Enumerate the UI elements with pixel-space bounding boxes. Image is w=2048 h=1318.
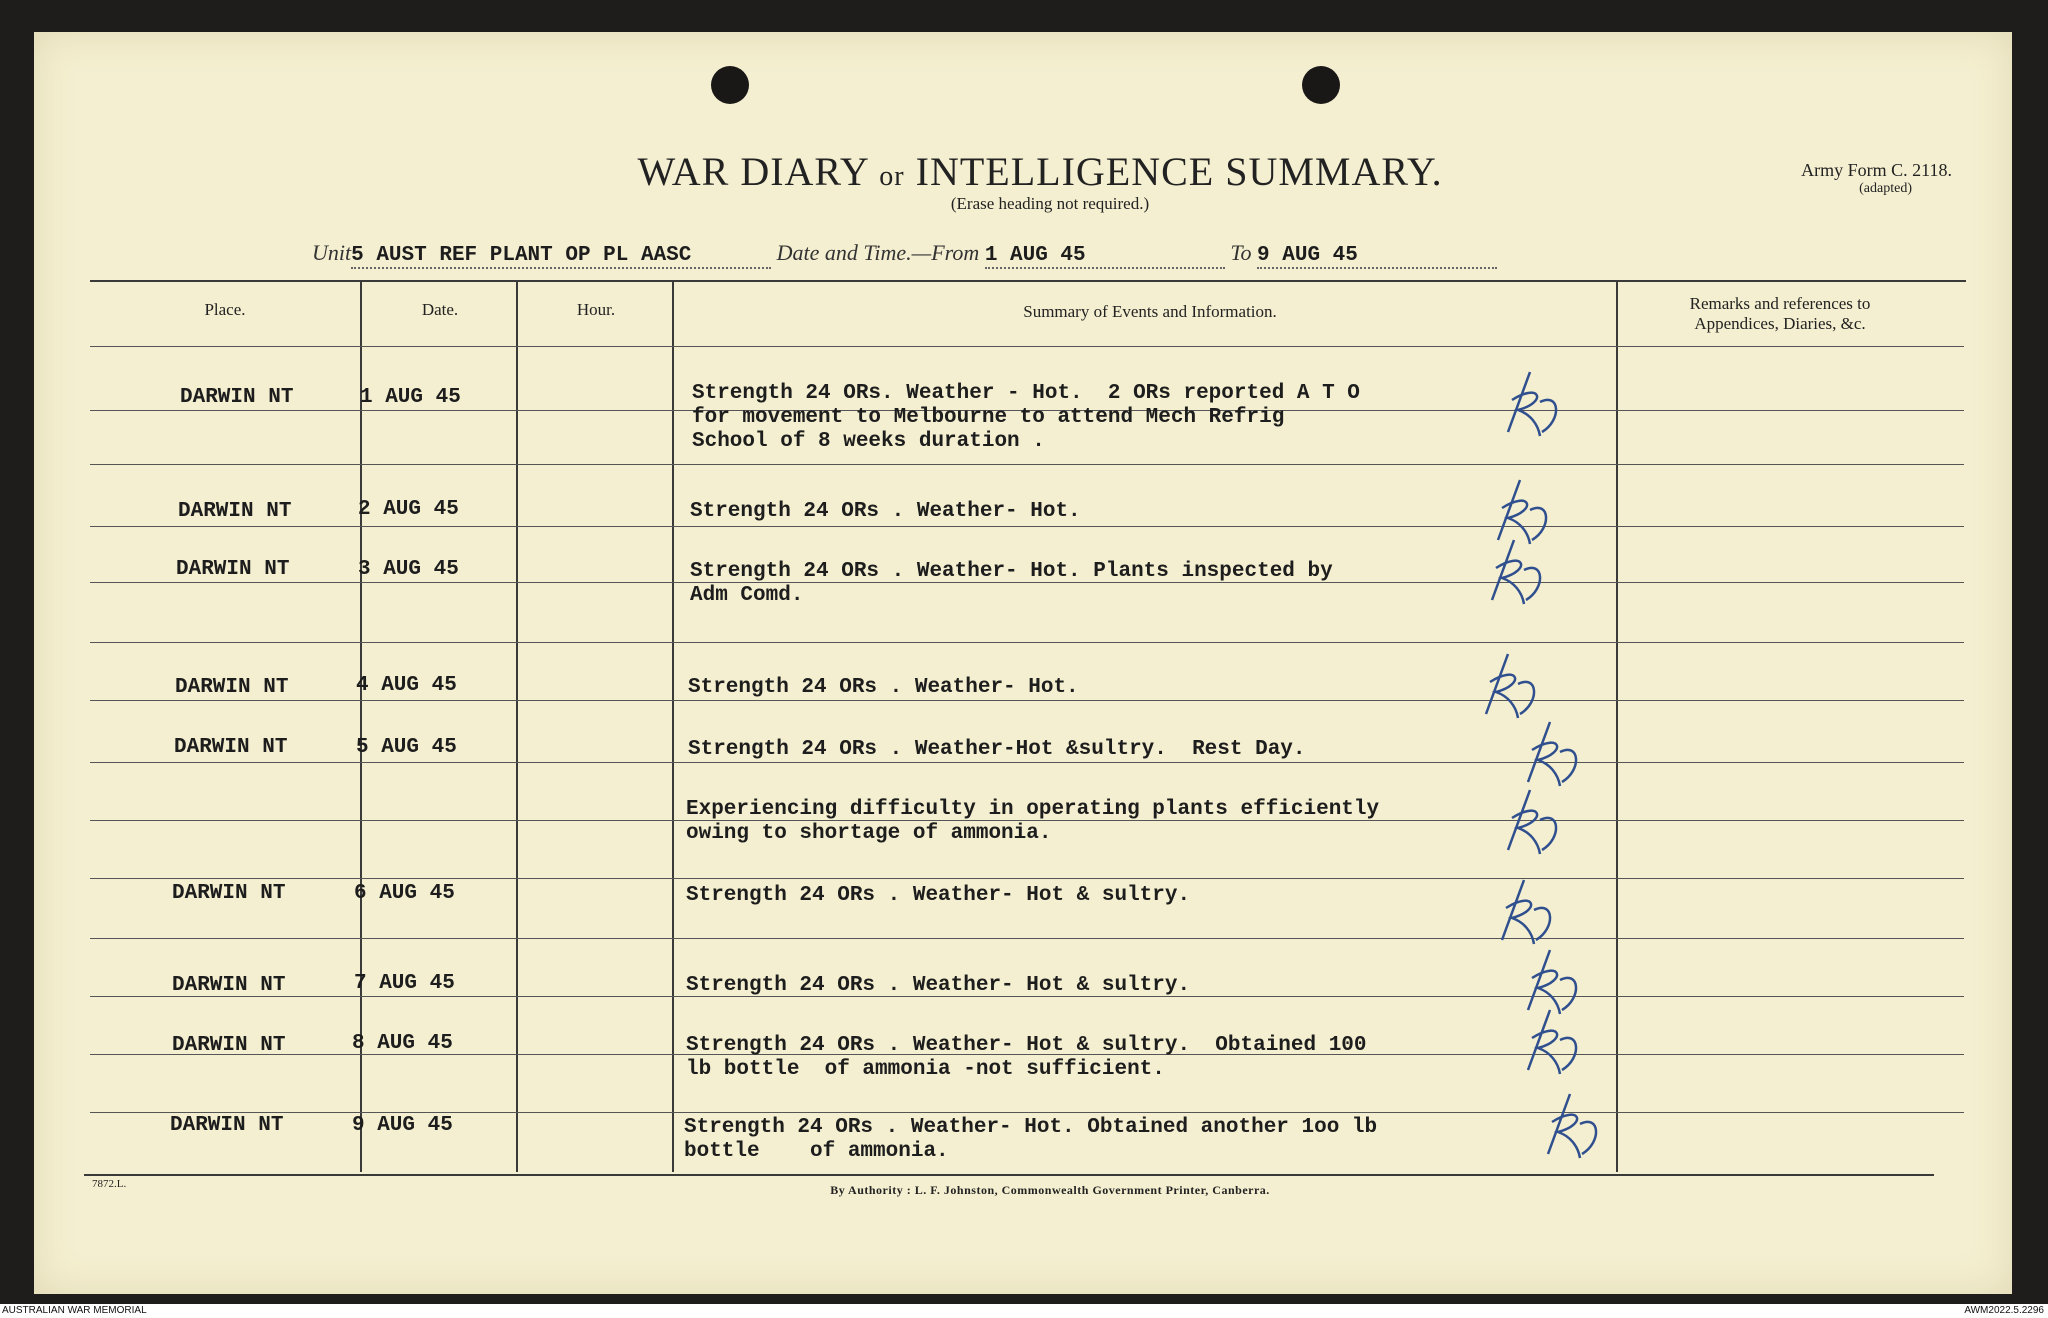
- unit-value: 5 AUST REF PLANT OP PL AASC: [351, 244, 692, 267]
- unit-line: [312, 240, 1592, 269]
- entry-place: DARWIN NT: [178, 500, 292, 523]
- signature-initials-icon: [1500, 362, 1570, 442]
- to-value: 9 AUG 45: [1257, 244, 1358, 267]
- row-rule: [90, 526, 1964, 527]
- signature-initials-icon: [1520, 1000, 1590, 1080]
- table-bottom-rule: [84, 1174, 1934, 1176]
- signature-initials-icon: [1540, 1084, 1610, 1164]
- signature-initials-icon: [1494, 870, 1564, 950]
- entry-summary: Strength 24 ORs . Weather- Hot. Obtained another 1oo lb bottle of ammonia.: [684, 1116, 1378, 1163]
- title-part1: WAR DIARY: [637, 149, 869, 194]
- entry-summary: Strength 24 ORs. Weather - Hot. 2 ORs reported A T O for movement to Melbourne to attend Mech Refrig School of 8 weeks duration .: [692, 382, 1360, 453]
- form-code: 7872.L.: [92, 1178, 127, 1190]
- col-header-hour: Hour.: [576, 300, 616, 319]
- entry-place: DARWIN NT: [174, 736, 288, 759]
- punch-hole-right: [1302, 66, 1340, 104]
- col-divider-hour-summary: [672, 280, 674, 1172]
- entry-summary: Strength 24 ORs . Weather-Hot &sultry. Rest Day.: [688, 738, 1306, 761]
- entry-place: DARWIN NT: [172, 1034, 286, 1057]
- entry-date: 2 AUG 45: [358, 498, 459, 521]
- row-rule: [90, 938, 1964, 939]
- entry-date: 5 AUG 45: [356, 736, 457, 759]
- entry-date: 9 AUG 45: [352, 1114, 453, 1137]
- col-header-place: Place.: [204, 300, 246, 319]
- row-rule: [90, 464, 1964, 465]
- col-header-remarks: Remarks and references to Appendices, Diaries, &c.: [1689, 294, 1871, 333]
- date-label: Date and Time.—From: [776, 240, 980, 265]
- printer-authority: By Authority : L. F. Johnston, Commonwealth Government Printer, Canberra.: [830, 1183, 1270, 1197]
- entry-date: 8 AUG 45: [352, 1032, 453, 1055]
- row-rule: [90, 346, 1964, 347]
- archive-id: AWM2022.5.2296: [1964, 1305, 2044, 1316]
- entry-date: 6 AUG 45: [354, 882, 455, 905]
- row-rule: [90, 878, 1964, 879]
- archive-name: AUSTRALIAN WAR MEMORIAL: [2, 1305, 147, 1316]
- entry-place: DARWIN NT: [175, 676, 289, 699]
- army-form-label: [1732, 160, 1952, 197]
- entry-summary: Strength 24 ORs . Weather- Hot & sultry. Obtained 100 lb bottle of ammonia -not sufficient.: [686, 1034, 1367, 1081]
- entry-date: 4 AUG 45: [356, 674, 457, 697]
- from-value: 1 AUG 45: [984, 244, 1086, 267]
- col-divider-summary-remarks: [1616, 280, 1618, 1172]
- row-rule: [90, 1112, 1964, 1113]
- punch-hole-left: [711, 66, 749, 104]
- row-rule: [90, 642, 1964, 643]
- entry-date: 1 AUG 45: [360, 386, 461, 409]
- army-form-number: Army Form C. 2118.: [1801, 160, 1952, 180]
- entry-summary: Strength 24 ORs . Weather- Hot. Plants inspected by Adm Comd.: [690, 560, 1333, 607]
- archive-strip: [0, 1304, 2048, 1318]
- signature-initials-icon: [1500, 780, 1570, 860]
- table-top-rule: [90, 280, 1966, 282]
- unit-label: Unit: [312, 240, 352, 265]
- entry-place: DARWIN NT: [180, 386, 294, 409]
- entry-summary: Strength 24 ORs . Weather- Hot.: [690, 500, 1081, 523]
- diary-sheet: [34, 32, 2012, 1294]
- entry-place: DARWIN NT: [170, 1114, 284, 1137]
- entry-date: 7 AUG 45: [354, 972, 455, 995]
- to-label: To: [1230, 240, 1252, 265]
- col-divider-date-hour: [516, 280, 518, 1172]
- entry-place: DARWIN NT: [176, 558, 290, 581]
- entry-summary: Strength 24 ORs . Weather- Hot & sultry.: [686, 884, 1191, 907]
- page-title: [540, 148, 1540, 195]
- adapted-note: (adapted): [1859, 181, 1912, 196]
- entry-date: 3 AUG 45: [358, 558, 459, 581]
- entry-place: DARWIN NT: [172, 974, 286, 997]
- title-or: or: [879, 161, 905, 192]
- entry-summary: Experiencing difficulty in operating plants efficiently owing to shortage of ammonia.: [686, 798, 1380, 845]
- col-header-date: Date.: [421, 300, 459, 319]
- entry-summary: Strength 24 ORs . Weather- Hot & sultry.: [686, 974, 1191, 997]
- entry-summary: Strength 24 ORs . Weather- Hot.: [688, 676, 1079, 699]
- col-header-summary: Summary of Events and Information.: [1023, 302, 1277, 321]
- row-rule: [90, 700, 1964, 701]
- signature-initials-icon: [1484, 530, 1554, 610]
- title-part2: INTELLIGENCE SUMMARY.: [915, 149, 1443, 194]
- row-rule: [90, 762, 1964, 763]
- entry-place: DARWIN NT: [172, 882, 286, 905]
- subtitle: (Erase heading not required.): [950, 194, 1150, 213]
